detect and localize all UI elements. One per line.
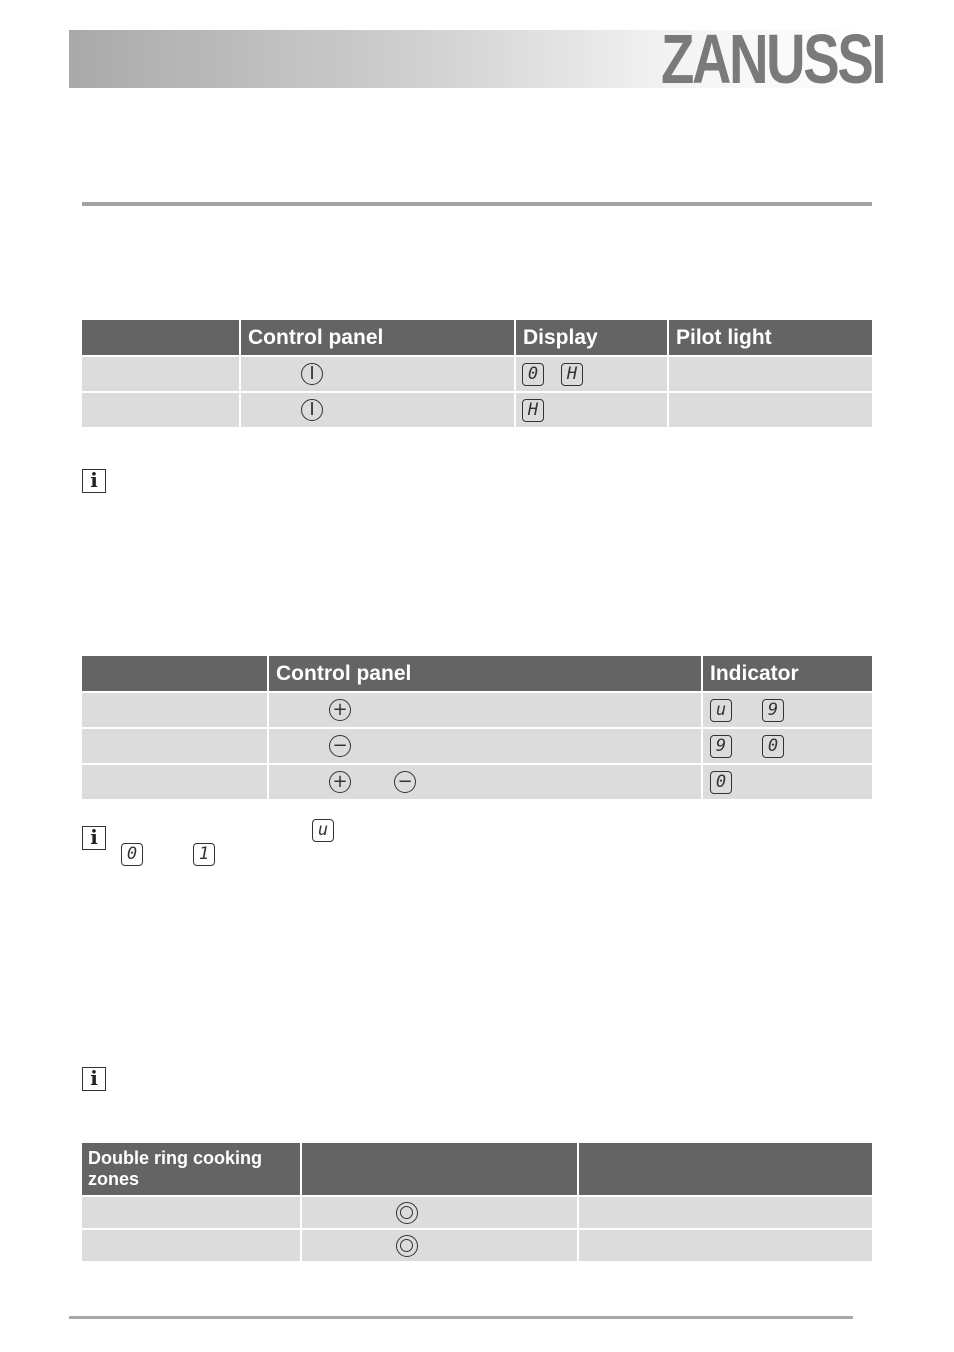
table-row [82, 728, 872, 764]
display-digit: H [522, 399, 544, 422]
table-cell [515, 392, 668, 427]
table-row [82, 692, 872, 728]
table-cell [702, 692, 872, 728]
display-digit: H [561, 363, 583, 386]
table-cell [301, 1229, 578, 1261]
indicator-digit: u [710, 699, 732, 722]
display-digit: 0 [121, 843, 143, 866]
info-icon: i [82, 469, 106, 493]
table-cell [82, 692, 268, 728]
table-cell [82, 728, 268, 764]
table-cell [268, 692, 702, 728]
header-cell [82, 320, 240, 356]
double-ring-table [82, 1143, 872, 1261]
table-cell [240, 356, 515, 392]
display-digit: 0 [522, 363, 544, 386]
section-divider [82, 202, 872, 206]
table-cell [702, 764, 872, 799]
table-cell [668, 392, 872, 427]
switch-on-off-table [82, 320, 872, 427]
table-cell [268, 728, 702, 764]
table-row [82, 1229, 872, 1261]
table-cell [240, 392, 515, 427]
double-ring-icon [396, 1235, 418, 1257]
minus-icon: − [329, 735, 351, 757]
header-pilot-light: Pilot light [668, 320, 872, 356]
display-digit: u [312, 819, 334, 842]
table-cell [668, 356, 872, 392]
table-row [82, 392, 872, 427]
display-digit: 1 [193, 843, 215, 866]
header-display: Display [515, 320, 668, 356]
header-cell [578, 1143, 872, 1196]
table-header-row [82, 320, 872, 356]
minus-icon: − [394, 771, 416, 793]
power-level-table [82, 656, 872, 799]
header-control-panel: Control panel [268, 656, 702, 692]
table-cell [82, 1229, 301, 1261]
table-row [82, 356, 872, 392]
table-header-row [82, 1143, 872, 1196]
indicator-digit: 0 [762, 735, 784, 758]
table-cell [702, 728, 872, 764]
footer-divider [69, 1316, 853, 1319]
header-indicator: Indicator [702, 656, 872, 692]
table-row [82, 1196, 872, 1229]
table-cell [578, 1196, 872, 1229]
plus-icon: + [329, 771, 351, 793]
table-cell [301, 1196, 578, 1229]
info-icon: i [82, 826, 106, 850]
power-icon: I [301, 399, 323, 421]
header-cell [82, 656, 268, 692]
power-icon: I [301, 363, 323, 385]
table-cell [82, 764, 268, 799]
table-cell [82, 392, 240, 427]
plus-icon: + [329, 699, 351, 721]
header-double-ring: Double ring cooking zones [82, 1143, 301, 1196]
indicator-digit: 9 [762, 699, 784, 722]
table-header-row [82, 656, 872, 692]
header-control-panel: Control panel [240, 320, 515, 356]
indicator-digit: 0 [710, 771, 732, 794]
header-cell [301, 1143, 578, 1196]
table-cell [82, 356, 240, 392]
table-cell [268, 764, 702, 799]
double-ring-icon [396, 1202, 418, 1224]
table-cell [515, 356, 668, 392]
table-row [82, 764, 872, 799]
table-cell [578, 1229, 872, 1261]
info-icon: i [82, 1067, 106, 1091]
brand-logo: ZANUSSI [660, 20, 884, 98]
table-cell [82, 1196, 301, 1229]
indicator-digit: 9 [710, 735, 732, 758]
